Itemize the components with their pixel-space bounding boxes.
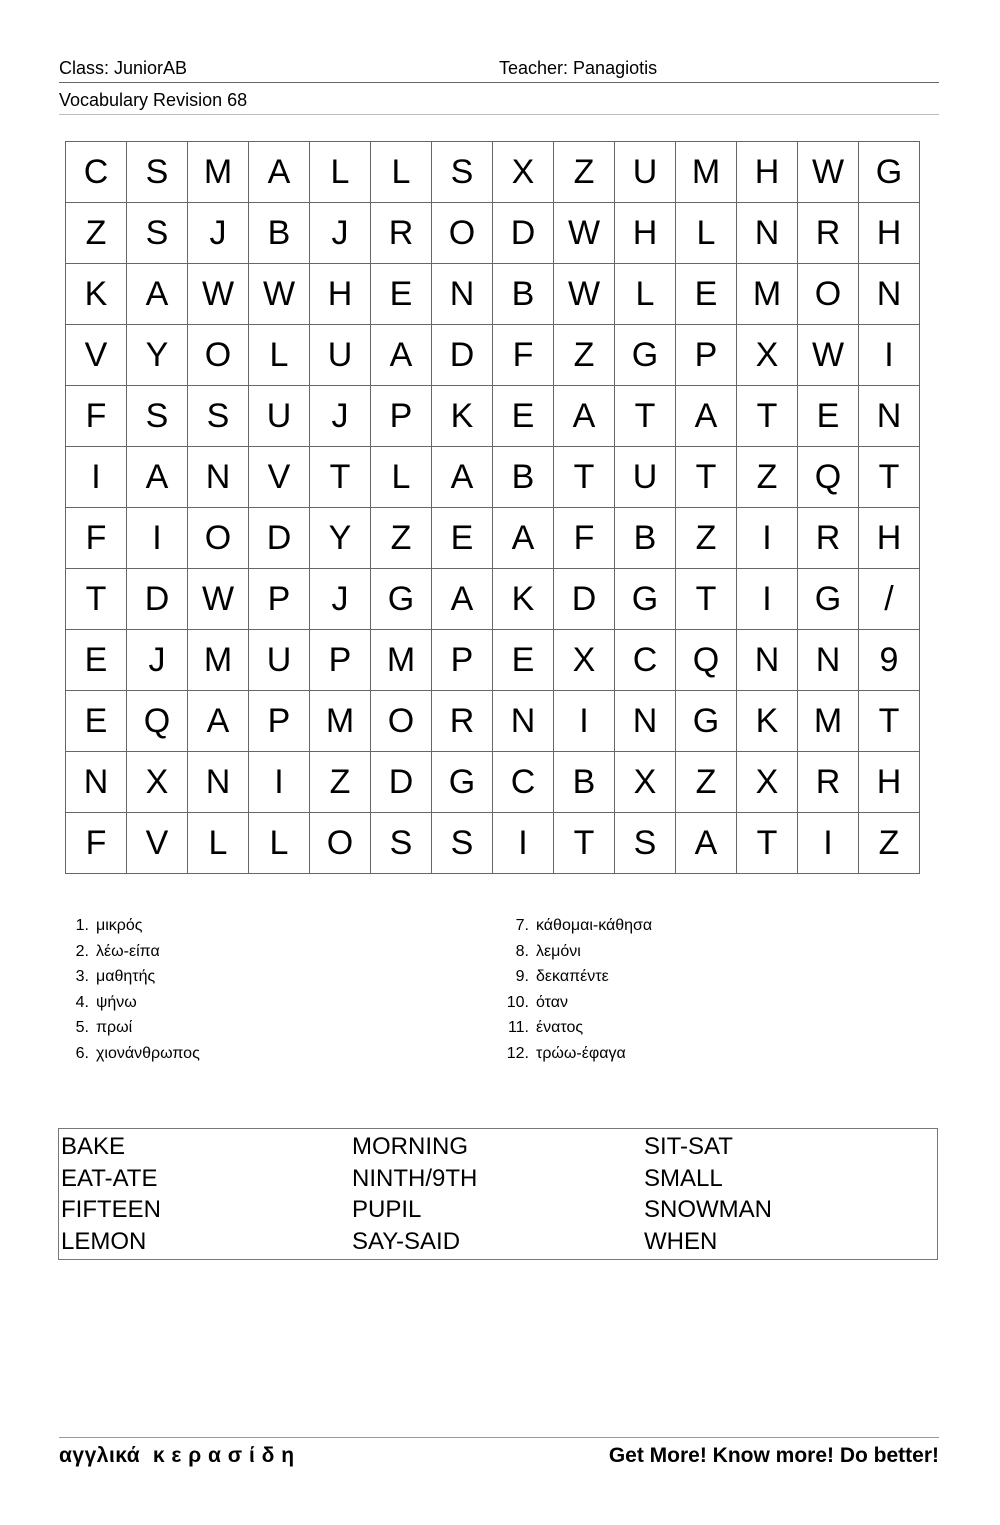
grid-cell[interactable]: Y — [310, 508, 371, 569]
grid-cell[interactable]: T — [676, 569, 737, 630]
clue-number: 6. — [75, 1044, 89, 1062]
grid-cell[interactable]: H — [859, 508, 920, 569]
grid-cell[interactable]: R — [798, 752, 859, 813]
word-bank-column — [61, 1131, 161, 1257]
word-bank-item: WHEN — [644, 1227, 718, 1255]
grid-cell[interactable]: P — [249, 691, 310, 752]
clue-item — [499, 1041, 652, 1067]
grid-cell[interactable]: O — [188, 508, 249, 569]
grid-cell[interactable]: M — [371, 630, 432, 691]
clue-item — [499, 913, 652, 939]
grid-cell[interactable]: G — [371, 569, 432, 630]
word-bank-item: NINTH/9TH — [352, 1164, 478, 1192]
grid-cell[interactable]: F — [66, 386, 127, 447]
grid-cell[interactable]: G — [432, 752, 493, 813]
grid-cell[interactable]: 9 — [859, 630, 920, 691]
grid-cell[interactable]: E — [371, 264, 432, 325]
word-bank-item: FIFTEEN — [61, 1196, 161, 1223]
grid-cell[interactable]: C — [493, 752, 554, 813]
grid-cell[interactable]: A — [493, 508, 554, 569]
grid-cell[interactable]: A — [371, 325, 432, 386]
grid-cell[interactable]: Z — [676, 508, 737, 569]
grid-cell[interactable]: X — [615, 752, 676, 813]
grid-cell[interactable]: N — [188, 752, 249, 813]
footer — [59, 1437, 939, 1478]
grid-cell[interactable]: N — [859, 264, 920, 325]
grid-cell[interactable]: X — [493, 142, 554, 203]
grid-cell[interactable]: J — [310, 386, 371, 447]
grid-cell[interactable]: J — [188, 203, 249, 264]
grid-cell[interactable]: A — [554, 386, 615, 447]
grid-row — [66, 630, 920, 691]
grid-cell[interactable]: D — [493, 203, 554, 264]
word-bank-item: SIT-SAT — [644, 1133, 733, 1160]
grid-row — [66, 569, 920, 630]
grid-cell[interactable]: Z — [371, 508, 432, 569]
grid-cell[interactable]: A — [127, 264, 188, 325]
grid-cell[interactable]: A — [432, 569, 493, 630]
grid-cell[interactable]: S — [432, 142, 493, 203]
grid-cell[interactable]: W — [188, 569, 249, 630]
grid-row — [66, 691, 920, 752]
grid-cell[interactable]: T — [737, 386, 798, 447]
grid-row — [66, 203, 920, 264]
grid-cell[interactable]: L — [615, 264, 676, 325]
grid-cell[interactable]: O — [432, 203, 493, 264]
grid-cell[interactable]: U — [310, 325, 371, 386]
grid-cell[interactable]: Z — [310, 752, 371, 813]
grid-cell[interactable]: N — [859, 386, 920, 447]
grid-cell[interactable]: J — [127, 630, 188, 691]
grid-cell[interactable]: I — [127, 508, 188, 569]
grid-cell[interactable]: R — [798, 508, 859, 569]
grid-cell[interactable]: P — [676, 325, 737, 386]
grid-cell[interactable]: M — [310, 691, 371, 752]
clue-number: 3. — [75, 968, 89, 986]
clue-number: 4. — [75, 993, 89, 1011]
grid-cell[interactable]: W — [798, 325, 859, 386]
grid-row — [66, 142, 920, 203]
grid-cell[interactable]: E — [798, 386, 859, 447]
grid-cell[interactable]: S — [127, 386, 188, 447]
grid-cell[interactable]: Z — [554, 325, 615, 386]
grid-cell[interactable]: H — [310, 264, 371, 325]
grid-cell[interactable]: S — [432, 813, 493, 874]
grid-cell[interactable]: W — [798, 142, 859, 203]
clue-number: 9. — [515, 968, 529, 986]
grid-cell[interactable]: A — [676, 813, 737, 874]
grid-cell[interactable]: I — [554, 691, 615, 752]
grid-cell[interactable]: V — [127, 813, 188, 874]
grid-cell[interactable]: F — [554, 508, 615, 569]
grid-cell[interactable]: U — [615, 447, 676, 508]
grid-cell[interactable]: T — [737, 813, 798, 874]
word-bank-item: SAY-SAID — [352, 1227, 461, 1255]
grid-cell[interactable]: Q — [676, 630, 737, 691]
word-bank-item: BAKE — [61, 1133, 126, 1160]
grid-cell[interactable]: I — [249, 752, 310, 813]
grid-cell[interactable]: D — [432, 325, 493, 386]
grid-cell[interactable]: F — [493, 325, 554, 386]
clue-text: ένατος — [536, 1019, 584, 1037]
clue-text: κάθομαι-κάθησα — [536, 917, 653, 934]
grid-cell[interactable]: C — [615, 630, 676, 691]
grid-cell[interactable]: N — [432, 264, 493, 325]
word-bank-item: SMALL — [644, 1164, 723, 1192]
grid-cell[interactable]: K — [432, 386, 493, 447]
grid-cell[interactable]: N — [737, 203, 798, 264]
grid-cell[interactable]: T — [859, 691, 920, 752]
clue-number: 12. — [506, 1044, 529, 1062]
grid-cell[interactable]: Z — [66, 203, 127, 264]
grid-cell[interactable]: S — [127, 203, 188, 264]
grid-cell[interactable]: G — [859, 142, 920, 203]
header-row — [59, 58, 939, 83]
grid-cell[interactable]: B — [615, 508, 676, 569]
clue-text: μαθητής — [96, 968, 156, 986]
grid-cell[interactable]: B — [493, 447, 554, 508]
grid-cell[interactable]: I — [798, 813, 859, 874]
grid-cell[interactable]: H — [737, 142, 798, 203]
word-search-grid — [65, 141, 920, 874]
clue-number: 7. — [515, 917, 529, 934]
grid-cell[interactable]: N — [188, 447, 249, 508]
clue-number: 8. — [515, 942, 529, 960]
grid-cell[interactable]: T — [554, 813, 615, 874]
grid-cell[interactable]: S — [371, 813, 432, 874]
grid-cell[interactable]: A — [676, 386, 737, 447]
grid-cell[interactable]: M — [737, 264, 798, 325]
grid-cell[interactable]: N — [798, 630, 859, 691]
grid-cell[interactable]: G — [615, 569, 676, 630]
clue-text: μικρός — [96, 917, 143, 934]
grid-cell[interactable]: E — [493, 386, 554, 447]
grid-cell[interactable]: T — [66, 569, 127, 630]
grid-cell[interactable]: W — [249, 264, 310, 325]
grid-cell[interactable]: B — [554, 752, 615, 813]
grid-cell[interactable]: L — [249, 325, 310, 386]
clue-text: πρωί — [96, 1019, 133, 1037]
grid-cell[interactable]: Q — [127, 691, 188, 752]
clue-list-left — [59, 913, 200, 1067]
clue-text: λέω-είπα — [96, 942, 160, 960]
grid-cell[interactable]: P — [432, 630, 493, 691]
grid-row — [66, 813, 920, 874]
grid-cell[interactable]: I — [493, 813, 554, 874]
grid-row — [66, 447, 920, 508]
grid-cell[interactable]: F — [66, 508, 127, 569]
grid-cell[interactable]: Q — [798, 447, 859, 508]
grid-cell[interactable]: V — [249, 447, 310, 508]
word-bank-item: MORNING — [352, 1133, 468, 1160]
grid-cell[interactable]: E — [432, 508, 493, 569]
grid-cell[interactable]: W — [188, 264, 249, 325]
clue-list-right — [499, 913, 652, 1067]
clue-item — [59, 939, 200, 965]
clue-number: 11. — [507, 1019, 529, 1037]
grid-cell[interactable]: I — [859, 325, 920, 386]
grid-cell[interactable]: L — [371, 142, 432, 203]
footer-brand: αγγλικά κ ε ρ α σ ί δ η — [59, 1444, 295, 1467]
grid-cell[interactable]: I — [737, 508, 798, 569]
clue-item — [59, 964, 200, 990]
grid-cell[interactable]: S — [127, 142, 188, 203]
grid-cell[interactable]: N — [66, 752, 127, 813]
grid-cell[interactable]: G — [676, 691, 737, 752]
grid-cell[interactable]: W — [554, 203, 615, 264]
grid-cell[interactable]: U — [615, 142, 676, 203]
teacher-label: Teacher: Panagiotis — [499, 58, 658, 78]
grid-cell[interactable]: R — [432, 691, 493, 752]
grid-cell[interactable]: T — [554, 447, 615, 508]
grid-cell[interactable]: T — [859, 447, 920, 508]
grid-cell[interactable]: D — [127, 569, 188, 630]
word-bank-item: PUPIL — [352, 1196, 422, 1223]
grid-cell[interactable]: B — [493, 264, 554, 325]
clue-item — [59, 1041, 200, 1067]
grid-cell[interactable]: Z — [859, 813, 920, 874]
grid-cell[interactable]: X — [554, 630, 615, 691]
grid-cell[interactable]: X — [127, 752, 188, 813]
grid-cell[interactable]: V — [66, 325, 127, 386]
grid-row — [66, 325, 920, 386]
grid-row — [66, 508, 920, 569]
grid-cell[interactable]: O — [371, 691, 432, 752]
clue-item — [499, 1015, 652, 1041]
worksheet-title: Vocabulary Revision 68 — [59, 90, 248, 110]
grid-cell[interactable]: C — [66, 142, 127, 203]
grid-cell[interactable]: A — [249, 142, 310, 203]
grid-cell[interactable]: L — [188, 813, 249, 874]
grid-cell[interactable]: M — [676, 142, 737, 203]
word-bank-item: SNOWMAN — [644, 1196, 772, 1223]
grid-cell[interactable]: H — [859, 203, 920, 264]
grid-cell[interactable]: O — [798, 264, 859, 325]
class-label: Class: JuniorAB — [59, 58, 188, 78]
grid-cell[interactable]: T — [676, 447, 737, 508]
grid-cell[interactable]: K — [493, 569, 554, 630]
grid-cell[interactable]: N — [493, 691, 554, 752]
clue-item — [59, 1015, 200, 1041]
clue-text: λεμόνι — [536, 942, 581, 960]
grid-cell[interactable]: P — [310, 630, 371, 691]
clue-item — [499, 990, 652, 1016]
grid-cell[interactable]: N — [615, 691, 676, 752]
grid-cell[interactable]: Z — [554, 142, 615, 203]
grid-cell[interactable]: H — [615, 203, 676, 264]
grid-row — [66, 386, 920, 447]
grid-cell[interactable]: Z — [676, 752, 737, 813]
clue-number: 1. — [75, 917, 89, 934]
clue-text: ψήνω — [96, 993, 137, 1011]
grid-cell[interactable]: S — [615, 813, 676, 874]
grid-cell[interactable]: L — [310, 142, 371, 203]
clue-item — [499, 939, 652, 965]
grid-cell[interactable]: T — [310, 447, 371, 508]
grid-cell[interactable]: X — [737, 325, 798, 386]
grid-cell[interactable]: X — [737, 752, 798, 813]
grid-cell[interactable]: D — [371, 752, 432, 813]
clue-item — [499, 964, 652, 990]
grid-cell[interactable]: E — [493, 630, 554, 691]
grid-cell[interactable]: K — [737, 691, 798, 752]
clue-text: όταν — [536, 993, 569, 1011]
grid-cell[interactable]: O — [188, 325, 249, 386]
grid-cell[interactable]: A — [127, 447, 188, 508]
grid-cell[interactable]: R — [798, 203, 859, 264]
footer-slogan: Get More! Know more! Do better! — [608, 1444, 939, 1467]
grid-cell[interactable]: B — [249, 203, 310, 264]
grid-cell[interactable]: N — [737, 630, 798, 691]
word-bank-column — [644, 1131, 772, 1257]
grid-row — [66, 264, 920, 325]
grid-cell[interactable]: A — [432, 447, 493, 508]
clue-text: δεκαπέντε — [536, 968, 609, 986]
clue-item — [59, 990, 200, 1016]
clue-number: 5. — [75, 1019, 89, 1037]
grid-cell[interactable]: M — [188, 142, 249, 203]
grid-cell[interactable]: A — [188, 691, 249, 752]
grid-cell[interactable]: E — [66, 630, 127, 691]
grid-cell[interactable]: W — [554, 264, 615, 325]
grid-cell[interactable]: E — [66, 691, 127, 752]
word-bank-column — [352, 1131, 477, 1257]
grid-cell[interactable]: L — [371, 447, 432, 508]
clue-text: χιονάνθρωπος — [96, 1044, 200, 1062]
grid-cell[interactable]: L — [249, 813, 310, 874]
grid-cell[interactable]: K — [66, 264, 127, 325]
word-bank-item: LEMON — [61, 1227, 147, 1255]
grid-cell[interactable]: J — [310, 203, 371, 264]
title-row — [59, 90, 939, 115]
grid-cell[interactable]: R — [371, 203, 432, 264]
grid-cell[interactable]: O — [310, 813, 371, 874]
clue-text: τρώω-έφαγα — [536, 1044, 626, 1062]
grid-cell[interactable]: J — [310, 569, 371, 630]
grid-cell[interactable]: G — [798, 569, 859, 630]
grid-cell[interactable]: F — [66, 813, 127, 874]
grid-cell[interactable]: M — [188, 630, 249, 691]
grid-cell[interactable]: E — [676, 264, 737, 325]
word-bank — [58, 1128, 938, 1260]
grid-row — [66, 752, 920, 813]
clue-number: 10. — [506, 993, 529, 1011]
grid-cell[interactable]: U — [249, 630, 310, 691]
grid-cell[interactable]: M — [798, 691, 859, 752]
grid-cell[interactable]: Y — [127, 325, 188, 386]
grid-cell[interactable]: P — [249, 569, 310, 630]
grid-cell[interactable]: P — [371, 386, 432, 447]
grid-cell[interactable]: H — [859, 752, 920, 813]
grid-cell[interactable]: Z — [737, 447, 798, 508]
grid-cell[interactable]: U — [249, 386, 310, 447]
grid-cell[interactable]: D — [249, 508, 310, 569]
grid-cell[interactable]: I — [737, 569, 798, 630]
grid-cell[interactable]: / — [859, 569, 920, 630]
word-bank-item: EAT-ATE — [61, 1164, 158, 1192]
grid-cell[interactable]: S — [188, 386, 249, 447]
grid-cell[interactable]: T — [615, 386, 676, 447]
clue-number: 2. — [75, 942, 89, 960]
grid-cell[interactable]: L — [676, 203, 737, 264]
grid-cell[interactable]: I — [66, 447, 127, 508]
clue-item — [59, 913, 200, 939]
grid-cell[interactable]: G — [615, 325, 676, 386]
grid-cell[interactable]: D — [554, 569, 615, 630]
